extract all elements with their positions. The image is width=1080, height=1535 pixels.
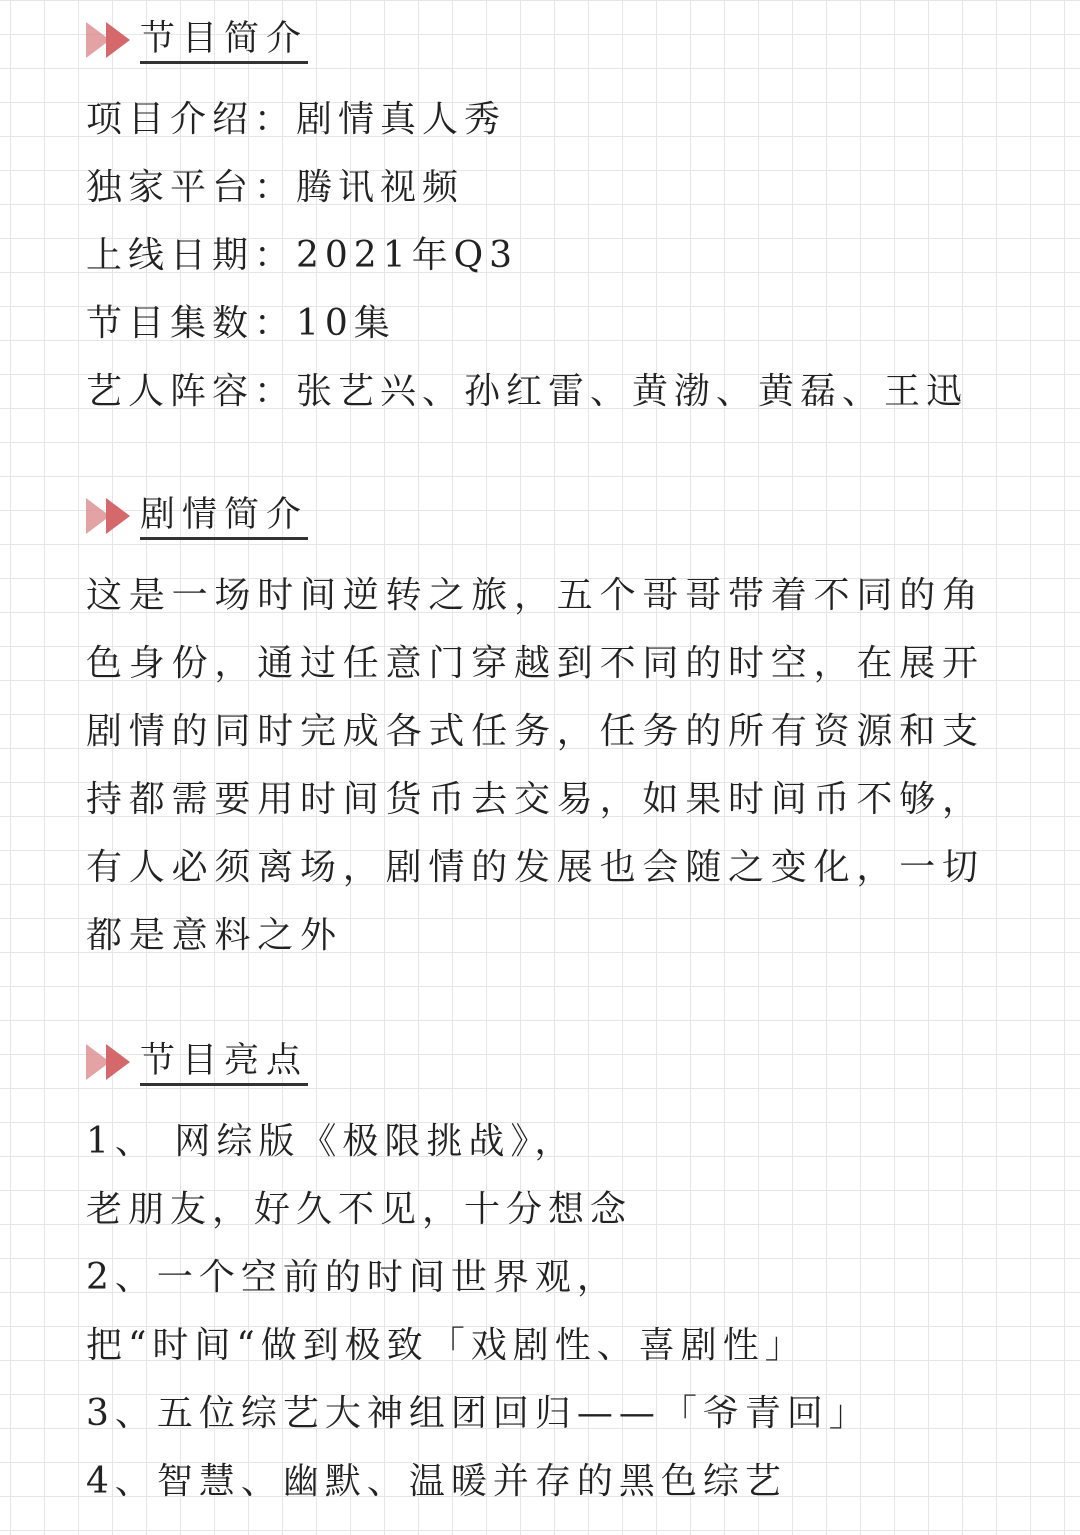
highlight-item: 把“时间“做到极致「戏剧性、喜剧性」 [86, 1325, 807, 1366]
double-arrow-icon [86, 1044, 134, 1080]
info-row-platform: 独家平台：腾讯视频 [86, 167, 465, 208]
section-header [86, 1036, 871, 1088]
double-arrow-icon [86, 22, 134, 58]
highlight-list [86, 1108, 871, 1516]
double-arrow-icon [86, 498, 134, 534]
section-title: 节目简介 [140, 17, 308, 64]
section-header [86, 490, 1016, 542]
highlight-item: 3、五位综艺大神组团回归——「爷青回」 [86, 1393, 871, 1434]
highlight-item: 1、 网综版《极限挑战》， [86, 1121, 577, 1162]
highlight-item: 4、智慧、幽默、温暖并存的黑色综艺 [86, 1461, 787, 1502]
info-row-episodes: 节目集数：10集 [86, 303, 396, 344]
info-row-cast: 艺人阵容：张艺兴、孙红雷、黄渤、黄磊、王迅 [86, 371, 969, 412]
section-highlights [86, 1036, 871, 1516]
highlight-item: 2、一个空前的时间世界观， [86, 1257, 619, 1298]
info-list [86, 86, 968, 426]
section-header [86, 14, 968, 66]
section-program-intro [86, 14, 968, 426]
highlight-item: 老朋友，好久不见，十分想念 [86, 1189, 633, 1230]
section-title: 剧情简介 [140, 493, 308, 540]
info-row-project: 项目介绍：剧情真人秀 [86, 99, 507, 140]
plot-paragraph: 这是一场时间逆转之旅，五个哥哥带着不同的角色身份，通过任意门穿越到不同的时空，在展开剧情的同时完成各式任务，任务的所有资源和支持都需要用时间货币去交易，如果时间币不够，有人必须离场，剧情的发展也会随之变化，一切都是意料之外 [86, 575, 985, 956]
section-plot-intro [86, 490, 1016, 970]
info-row-release-date: 上线日期：2021年Q3 [86, 235, 519, 276]
section-title: 节目亮点 [140, 1039, 308, 1086]
